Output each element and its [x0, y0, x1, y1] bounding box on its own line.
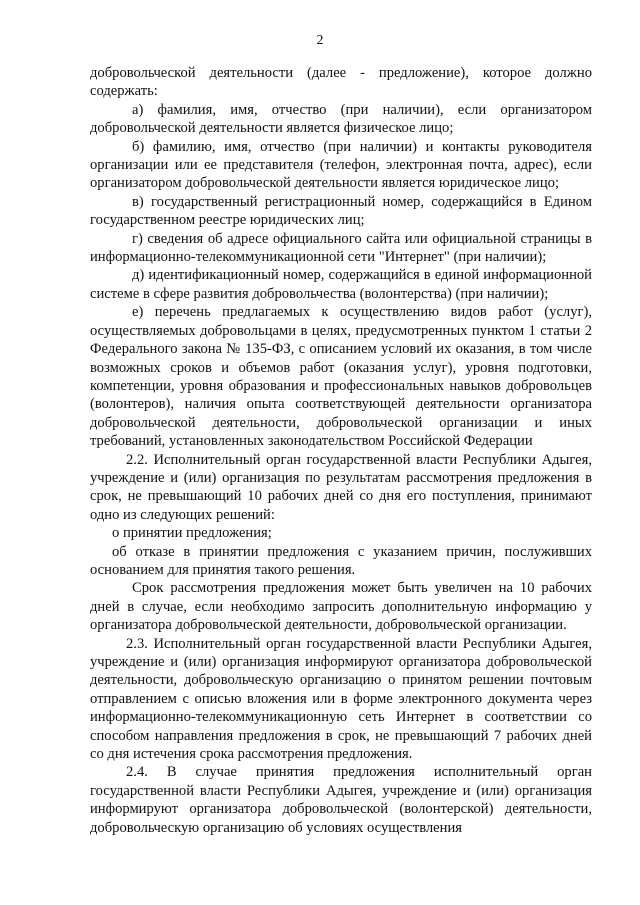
paragraph-item-e: е) перечень предлагаемых к осуществлению видов работ (услуг), осуществляемых добровольцами в целях, предусмотренных пунктом 1 статьи 2 Федерального закона № 135-ФЗ, с описанием условий их оказания, в том числе возможных сроков и объемов работ (оказания услуг), уровня подготовки, компетенции, уровня образования и профессиональных навыков добровольцев (волонтеров), наличия опыта соответствующей деятельности организатора добровольческой деятельности, добровольческой организации и иных требований, установленных законодательством Российской Федерации — [90, 304, 592, 450]
paragraph-decision-accept: о принятии предложения; — [112, 525, 272, 542]
page-number: 2 — [316, 33, 324, 48]
paragraph-intro: добровольческой деятельности (далее - предложение), которое должно содержать: — [90, 65, 592, 100]
document-body — [90, 64, 592, 837]
paragraph-review-term: Срок рассмотрения предложения может быть увеличен на 10 рабочих дней в случае, если необходимо запросить дополнительную информацию у организатора добровольческой деятельности, добровольческой организации. — [90, 580, 592, 634]
paragraph-item-d: д) идентификационный номер, содержащийся в единой информационной системе в сфере развития добровольчества (волонтерства) (при наличии); — [90, 267, 592, 302]
paragraph-2-3: 2.3. Исполнительный орган государственной власти Республики Адыгея, учреждение и (или) организация информируют организатора добровольческой деятельности, добровольческую организацию о принятом решении почтовым отправлением с описью вложения или в форме электронного документа через информационно-телекоммуникационную сеть Интернет в соответствии со способом направления предложения в срок, не превышающий 7 рабочих дней со дня истечения срока рассмотрения предложения. — [90, 635, 592, 763]
paragraph-item-v: в) государственный регистрационный номер, содержащийся в Едином государственном реестре юридических лиц; — [90, 193, 592, 229]
paragraph-item-a: а) фамилия, имя, отчество (при наличии), если организатором добровольческой деятельности является физическое лицо; — [90, 101, 592, 137]
paragraph-2-2: 2.2. Исполнительный орган государственной власти Республики Адыгея, учреждение и (или) организация по результатам рассмотрения предложения в срок, не превышающий 10 рабочих дней со дня его поступления, принимают одно из следующих решений: — [90, 451, 592, 523]
paragraph-2-4: 2.4. В случае принятия предложения исполнительный орган государственной власти Республики Адыгея, учреждение и (или) организация информируют организатора добровольческой (волонтерской) деятельности, добровольческую организацию об условиях осуществления — [90, 764, 592, 836]
paragraph-item-b: б) фамилию, имя, отчество (при наличии) и контакты руководителя организации или ее представителя (телефон, электронная почта, адрес), если организатором добровольческой деятельности является юридическое лицо; — [90, 138, 592, 192]
paragraph-item-g: г) сведения об адресе официального сайта или официальной страницы в информационно-телекоммуникационной сети "Интернет" (при наличии); — [90, 230, 592, 266]
paragraph-decision-reject: об отказе в принятии предложения с указанием причин, послуживших основанием для принятия такого решения. — [90, 543, 592, 578]
